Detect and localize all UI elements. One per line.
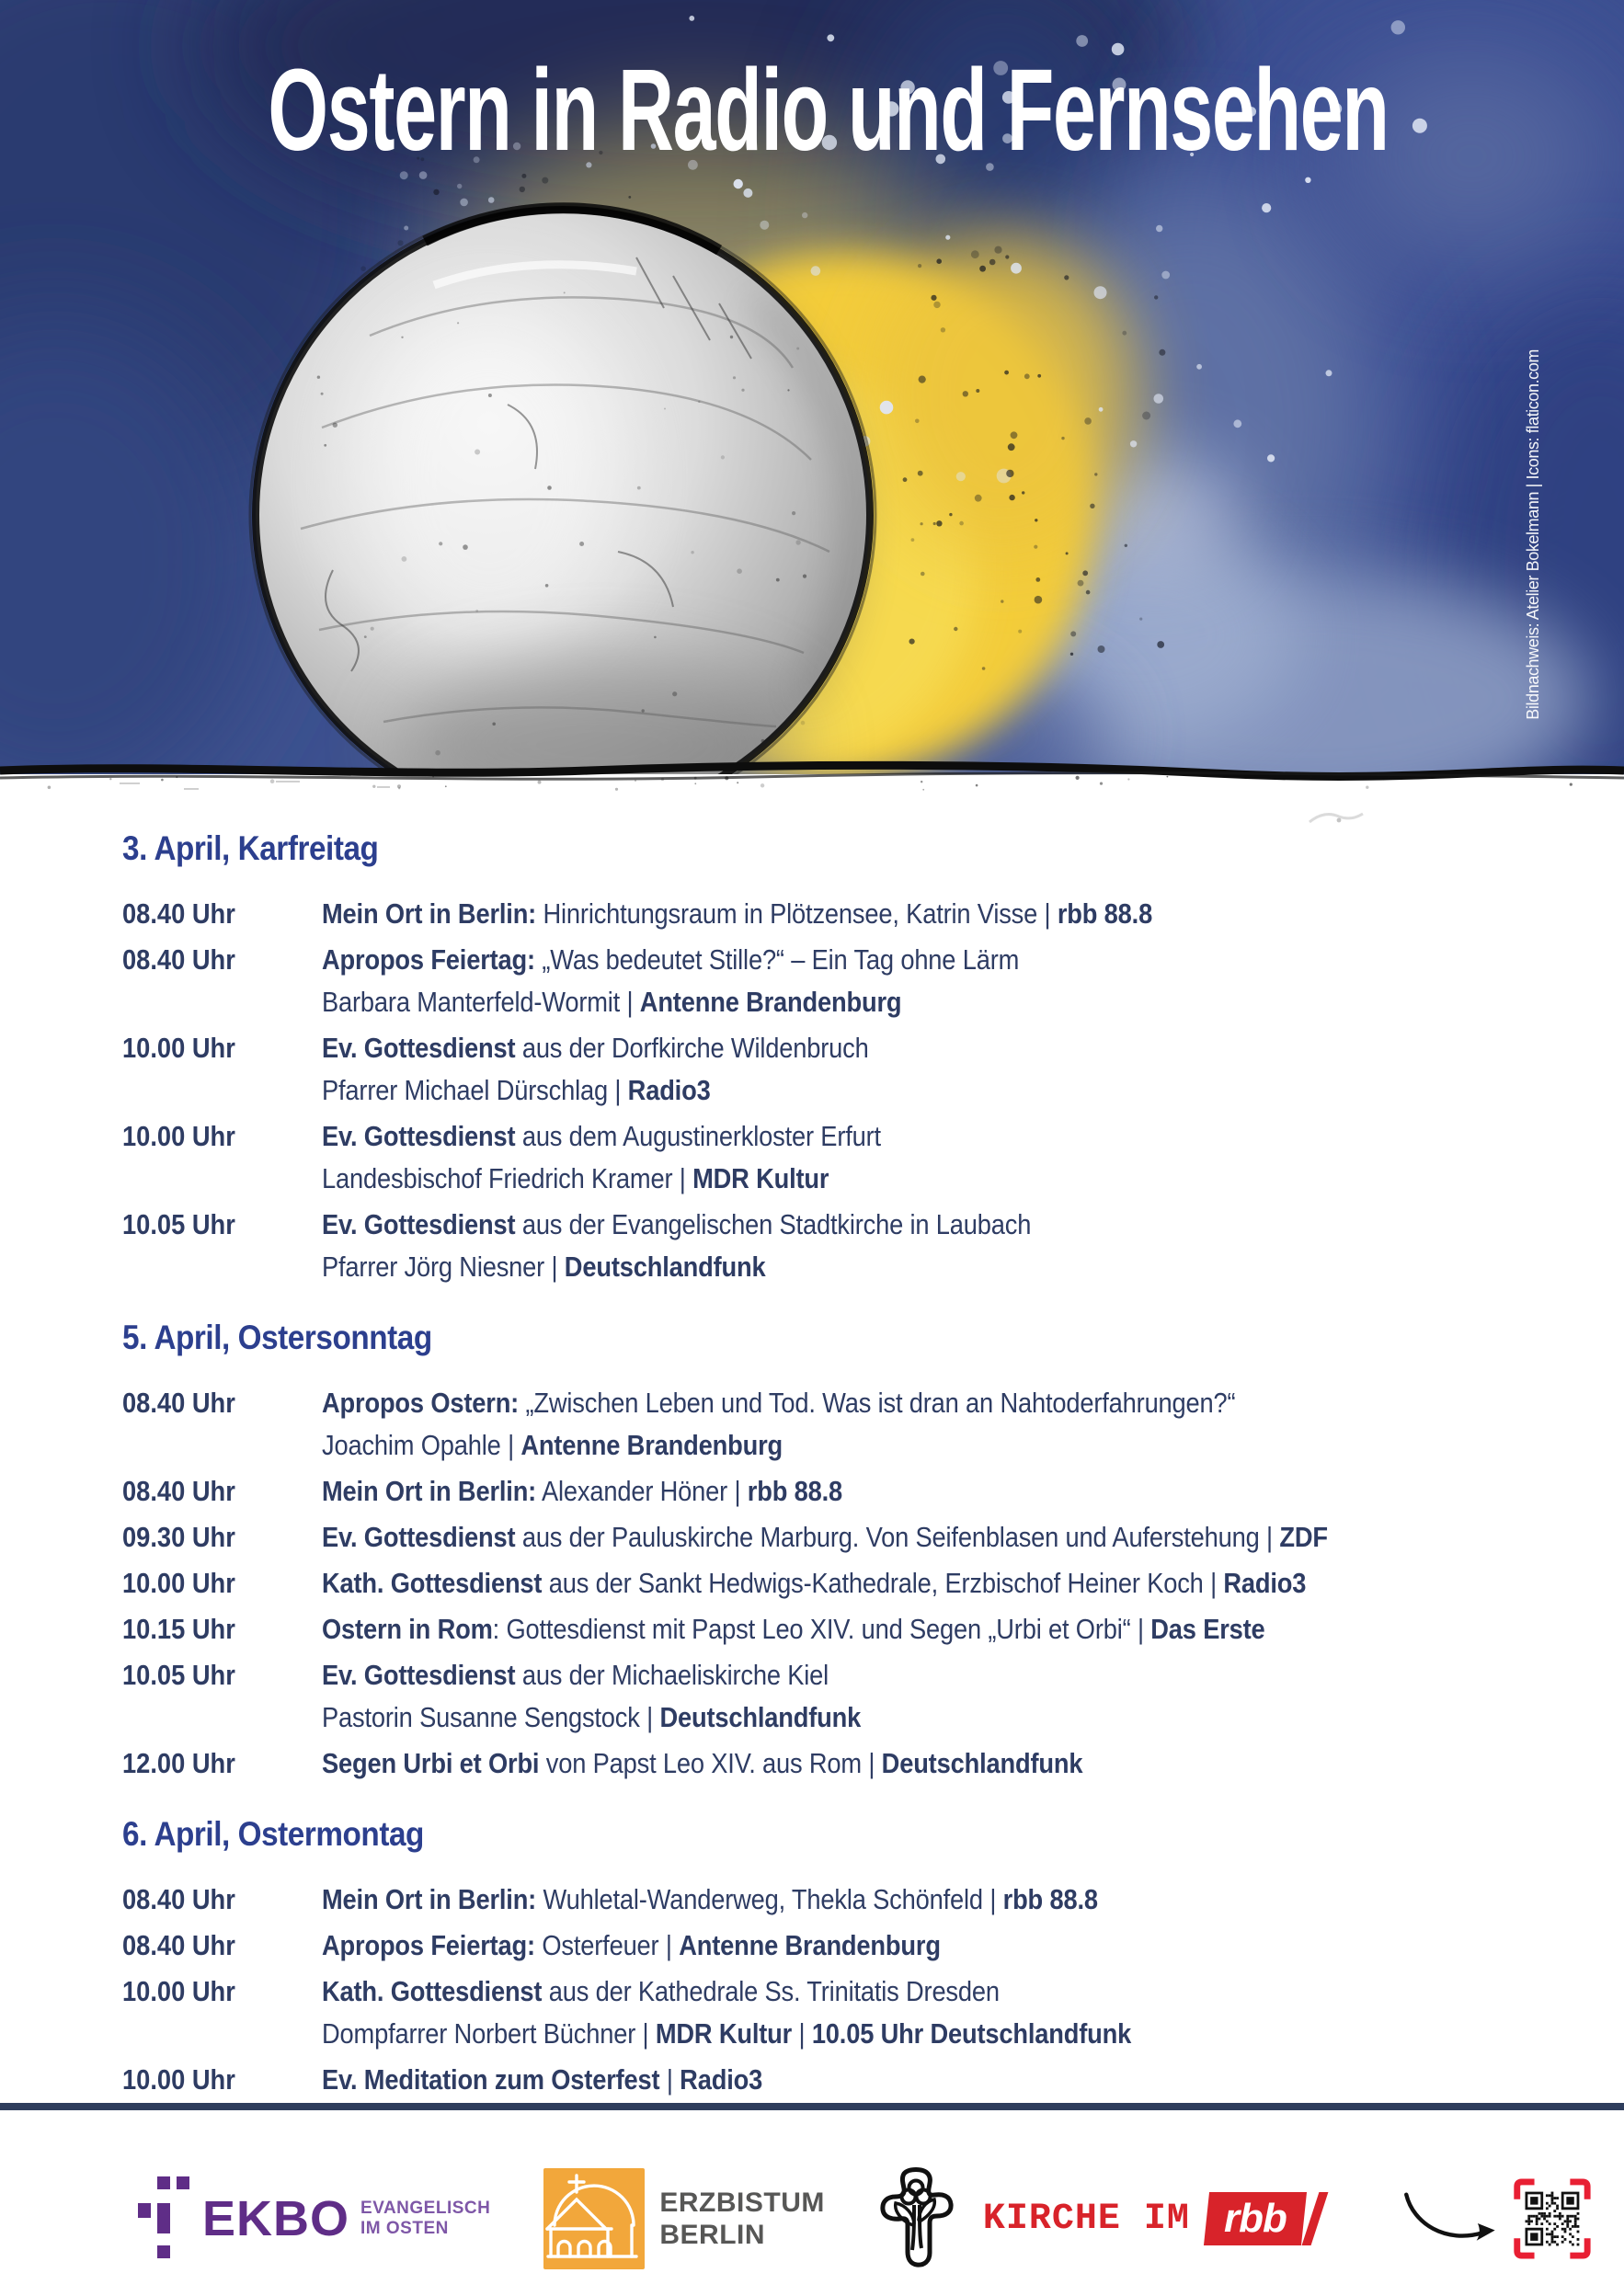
text-segment: Ev. Gottesdienst bbox=[322, 1521, 516, 1553]
entry-text bbox=[322, 1470, 1403, 1513]
text-segment: Kath. Gottesdienst bbox=[322, 1975, 543, 2007]
entry-time: 08.40 Uhr bbox=[122, 1387, 235, 1419]
entry-line bbox=[322, 1382, 1403, 1424]
entry-time: 09.30 Uhr bbox=[122, 1521, 235, 1553]
entry-time: 10.00 Uhr bbox=[122, 1975, 235, 2007]
pencil-smudge bbox=[1306, 802, 1370, 833]
schedule-entry bbox=[122, 939, 1550, 1023]
entry-text bbox=[322, 1027, 1403, 1112]
entry-text bbox=[322, 2059, 1403, 2101]
text-segment: Deutschlandfunk bbox=[881, 1747, 1083, 1779]
entry-line bbox=[322, 1027, 1403, 1069]
schedule-entry bbox=[122, 1562, 1550, 1605]
entry-time: 10.00 Uhr bbox=[122, 1567, 235, 1599]
schedule-entry bbox=[122, 1925, 1550, 1967]
image-credit: Bildnachweis: Atelier Bokelmann | Icons: flaticon.com bbox=[1524, 349, 1542, 720]
rbb-logo bbox=[1207, 2192, 1320, 2245]
poster-title-text: Ostern in Radio und Fernsehen bbox=[268, 45, 1389, 175]
poster-title bbox=[268, 44, 1389, 177]
text-segment: : Gottesdienst mit Papst Leo XIV. und Segen „Urbi et Orbi“ | bbox=[492, 1613, 1151, 1645]
entry-line bbox=[322, 1424, 1403, 1467]
schedule-entry bbox=[122, 1204, 1550, 1288]
entry-text bbox=[322, 1562, 1403, 1605]
kirche-im-rbb-logo bbox=[876, 2166, 1320, 2271]
entry-line bbox=[322, 1470, 1403, 1513]
rbb-wordmark: rbb bbox=[1223, 2196, 1287, 2241]
text-segment: Antenne Brandenburg bbox=[679, 1929, 941, 1961]
kirche-im-wordmark: KIRCHE IM bbox=[982, 2198, 1190, 2240]
entry-line bbox=[322, 1158, 1403, 1200]
entry-text bbox=[322, 893, 1403, 935]
entry-line bbox=[322, 1970, 1403, 2013]
entry-time: 08.40 Uhr bbox=[122, 1883, 235, 1915]
schedule-sections bbox=[122, 829, 1550, 2101]
erzbistum-church-icon bbox=[543, 2168, 645, 2269]
schedule-entry bbox=[122, 1608, 1550, 1651]
entry-time: 10.15 Uhr bbox=[122, 1613, 235, 1645]
schedule-entry bbox=[122, 1470, 1550, 1513]
entry-line bbox=[322, 981, 1403, 1023]
entry-text bbox=[322, 1115, 1403, 1200]
erzbistum-wordmark bbox=[659, 2187, 825, 2251]
text-segment: Apropos Feiertag: bbox=[322, 1929, 535, 1961]
text-segment: Das Erste bbox=[1150, 1613, 1265, 1645]
schedule-entry bbox=[122, 1516, 1550, 1559]
text-segment: Joachim Opahle | bbox=[322, 1429, 521, 1461]
text-segment: | bbox=[659, 2063, 680, 2096]
text-segment: Apropos Ostern: bbox=[322, 1387, 520, 1419]
entry-line bbox=[322, 1925, 1403, 1967]
entry-line bbox=[322, 2059, 1403, 2101]
schedule-entry bbox=[122, 1879, 1550, 1921]
text-segment: Ev. Meditation zum Osterfest bbox=[322, 2063, 660, 2096]
logo-row bbox=[0, 2110, 1624, 2287]
schedule-entry bbox=[122, 2059, 1550, 2101]
text-segment: aus der Dorfkirche Wildenbruch bbox=[515, 1032, 869, 1064]
text-segment: Antenne Brandenburg bbox=[520, 1429, 783, 1461]
text-segment: aus der Pauluskirche Marburg. Von Seifenblasen und Auferstehung | bbox=[515, 1521, 1280, 1553]
text-segment: aus der Sankt Hedwigs-Kathedrale, Erzbischof Heiner Koch | bbox=[542, 1567, 1224, 1599]
entry-line bbox=[322, 1879, 1403, 1921]
text-segment: Pfarrer Jörg Niesner | bbox=[322, 1251, 565, 1283]
entry-time: 08.40 Uhr bbox=[122, 943, 235, 976]
section-heading: 6. April, Ostermontag bbox=[122, 1815, 424, 1853]
entry-line bbox=[322, 1204, 1403, 1246]
schedule-entry bbox=[122, 1027, 1550, 1112]
entry-text bbox=[322, 1654, 1403, 1739]
text-segment: Radio3 bbox=[680, 2063, 763, 2096]
entry-time: 12.00 Uhr bbox=[122, 1747, 235, 1779]
entry-time: 10.00 Uhr bbox=[122, 1032, 235, 1064]
ekbo-tagline bbox=[360, 2199, 490, 2239]
text-segment: MDR Kultur bbox=[655, 2017, 793, 2050]
entry-text bbox=[322, 1742, 1403, 1785]
text-segment: Radio3 bbox=[1223, 1567, 1307, 1599]
divider-rule bbox=[0, 2103, 1624, 2110]
text-segment: Osterfeuer | bbox=[534, 1929, 680, 1961]
text-segment: Mein Ort in Berlin: bbox=[322, 1475, 537, 1507]
section-heading: 3. April, Karfreitag bbox=[122, 829, 379, 867]
text-segment: Ev. Gottesdienst bbox=[322, 1120, 516, 1152]
text-segment: aus der Evangelischen Stadtkirche in Laubach bbox=[515, 1208, 1032, 1240]
text-segment: rbb 88.8 bbox=[1002, 1883, 1098, 1915]
erzbistum-line1: ERZBISTUM bbox=[659, 2187, 825, 2218]
text-segment: Mein Ort in Berlin: bbox=[322, 1883, 537, 1915]
entry-line bbox=[322, 1562, 1403, 1605]
entry-time: 10.05 Uhr bbox=[122, 1659, 235, 1691]
text-segment: Pastorin Susanne Sengstock | bbox=[322, 1701, 660, 1733]
text-segment: Deutschlandfunk bbox=[564, 1251, 766, 1283]
text-segment: Barbara Manterfeld-Wormit | bbox=[322, 986, 640, 1018]
text-segment: Segen Urbi et Orbi bbox=[322, 1747, 540, 1779]
text-segment: Alexander Höner | bbox=[536, 1475, 748, 1507]
text-segment: Ostern in Rom bbox=[322, 1613, 493, 1645]
section-heading: 5. April, Ostersonntag bbox=[122, 1319, 432, 1356]
ekbo-wordmark: EKBO bbox=[202, 2191, 350, 2246]
entry-time: 08.40 Uhr bbox=[122, 1929, 235, 1961]
text-segment: Antenne Brandenburg bbox=[639, 986, 902, 1018]
schedule-entry bbox=[122, 1742, 1550, 1785]
text-segment: MDR Kultur bbox=[692, 1162, 829, 1194]
ekbo-tagline-line1: EVANGELISCH bbox=[360, 2199, 491, 2218]
entry-text bbox=[322, 1204, 1403, 1288]
text-segment: Mein Ort in Berlin: bbox=[322, 897, 537, 930]
text-segment: Ev. Gottesdienst bbox=[322, 1659, 516, 1691]
entry-time: 10.00 Uhr bbox=[122, 2063, 235, 2096]
text-segment: Pfarrer Michael Dürschlag | bbox=[322, 1074, 628, 1106]
ekbo-cross-icon bbox=[138, 2176, 191, 2261]
entry-line bbox=[322, 1742, 1403, 1785]
text-segment: von Papst Leo XIV. aus Rom | bbox=[539, 1747, 882, 1779]
entry-line bbox=[322, 893, 1403, 935]
rbb-badge bbox=[1204, 2192, 1307, 2245]
schedule-entry bbox=[122, 893, 1550, 935]
text-segment: Kath. Gottesdienst bbox=[322, 1567, 543, 1599]
text-segment: Ev. Gottesdienst bbox=[322, 1032, 516, 1064]
erzbistum-berlin-logo bbox=[543, 2168, 825, 2269]
text-segment: aus der Kathedrale Ss. Trinitatis Dresden bbox=[542, 1975, 1000, 2007]
entry-time: 10.05 Uhr bbox=[122, 1208, 235, 1240]
ekbo-logo bbox=[138, 2176, 490, 2261]
text-segment: Wuhletal-Wanderweg, Thekla Schönfeld | bbox=[536, 1883, 1003, 1915]
schedule bbox=[0, 829, 1624, 2101]
entry-line bbox=[322, 1516, 1403, 1559]
schedule-entry bbox=[122, 1970, 1550, 2055]
entry-text bbox=[322, 939, 1403, 1023]
entry-text bbox=[322, 1516, 1403, 1559]
footer bbox=[0, 2103, 1624, 2287]
text-segment: rbb 88.8 bbox=[747, 1475, 843, 1507]
text-segment: Radio3 bbox=[627, 1074, 711, 1106]
entry-line bbox=[322, 1069, 1403, 1112]
schedule-entry bbox=[122, 1654, 1550, 1739]
header-illustration bbox=[0, 0, 1624, 798]
text-segment: Apropos Feiertag: bbox=[322, 943, 535, 976]
entry-text bbox=[322, 1382, 1403, 1467]
text-segment: 10.05 Uhr Deutschlandfunk bbox=[811, 2017, 1132, 2050]
entry-line bbox=[322, 2013, 1403, 2055]
text-segment: „Zwischen Leben und Tod. Was ist dran an Nahtoderfahrungen?“ bbox=[519, 1387, 1236, 1419]
entry-text bbox=[322, 1608, 1403, 1651]
qr-code bbox=[1514, 2151, 1591, 2287]
entry-time: 08.40 Uhr bbox=[122, 897, 235, 930]
kirche-im-rbb-icon bbox=[876, 2166, 955, 2271]
entry-text bbox=[322, 1879, 1403, 1921]
text-segment: Ev. Gottesdienst bbox=[322, 1208, 516, 1240]
arrow-icon bbox=[1401, 2175, 1497, 2263]
entry-time: 08.40 Uhr bbox=[122, 1475, 235, 1507]
entry-text bbox=[322, 1970, 1403, 2055]
text-segment: ZDF bbox=[1279, 1521, 1328, 1553]
schedule-entry bbox=[122, 1382, 1550, 1467]
text-segment: Deutschlandfunk bbox=[659, 1701, 862, 1733]
ekbo-tagline-line2: IM OSTEN bbox=[360, 2219, 449, 2238]
text-segment: rbb 88.8 bbox=[1057, 897, 1153, 930]
text-segment: | bbox=[792, 2017, 812, 2050]
text-segment: Dompfarrer Norbert Büchner | bbox=[322, 2017, 656, 2050]
text-segment: „Was bedeutet Stille?“ – Ein Tag ohne Lärm bbox=[534, 943, 1020, 976]
text-segment: aus der Michaeliskirche Kiel bbox=[515, 1659, 829, 1691]
entry-text bbox=[322, 1925, 1403, 1967]
text-segment: aus dem Augustinerkloster Erfurt bbox=[515, 1120, 881, 1152]
text-segment: Landesbischof Friedrich Kramer | bbox=[322, 1162, 693, 1194]
entry-line bbox=[322, 1115, 1403, 1158]
entry-line bbox=[322, 1696, 1403, 1739]
entry-line bbox=[322, 1608, 1403, 1651]
entry-line bbox=[322, 939, 1403, 981]
entry-line bbox=[322, 1246, 1403, 1288]
entry-time: 10.00 Uhr bbox=[122, 1120, 235, 1152]
erzbistum-line2: BERLIN bbox=[659, 2220, 766, 2250]
text-segment: Hinrichtungsraum in Plötzensee, Katrin Visse | bbox=[536, 897, 1058, 930]
schedule-entry bbox=[122, 1115, 1550, 1200]
entry-line bbox=[322, 1654, 1403, 1696]
